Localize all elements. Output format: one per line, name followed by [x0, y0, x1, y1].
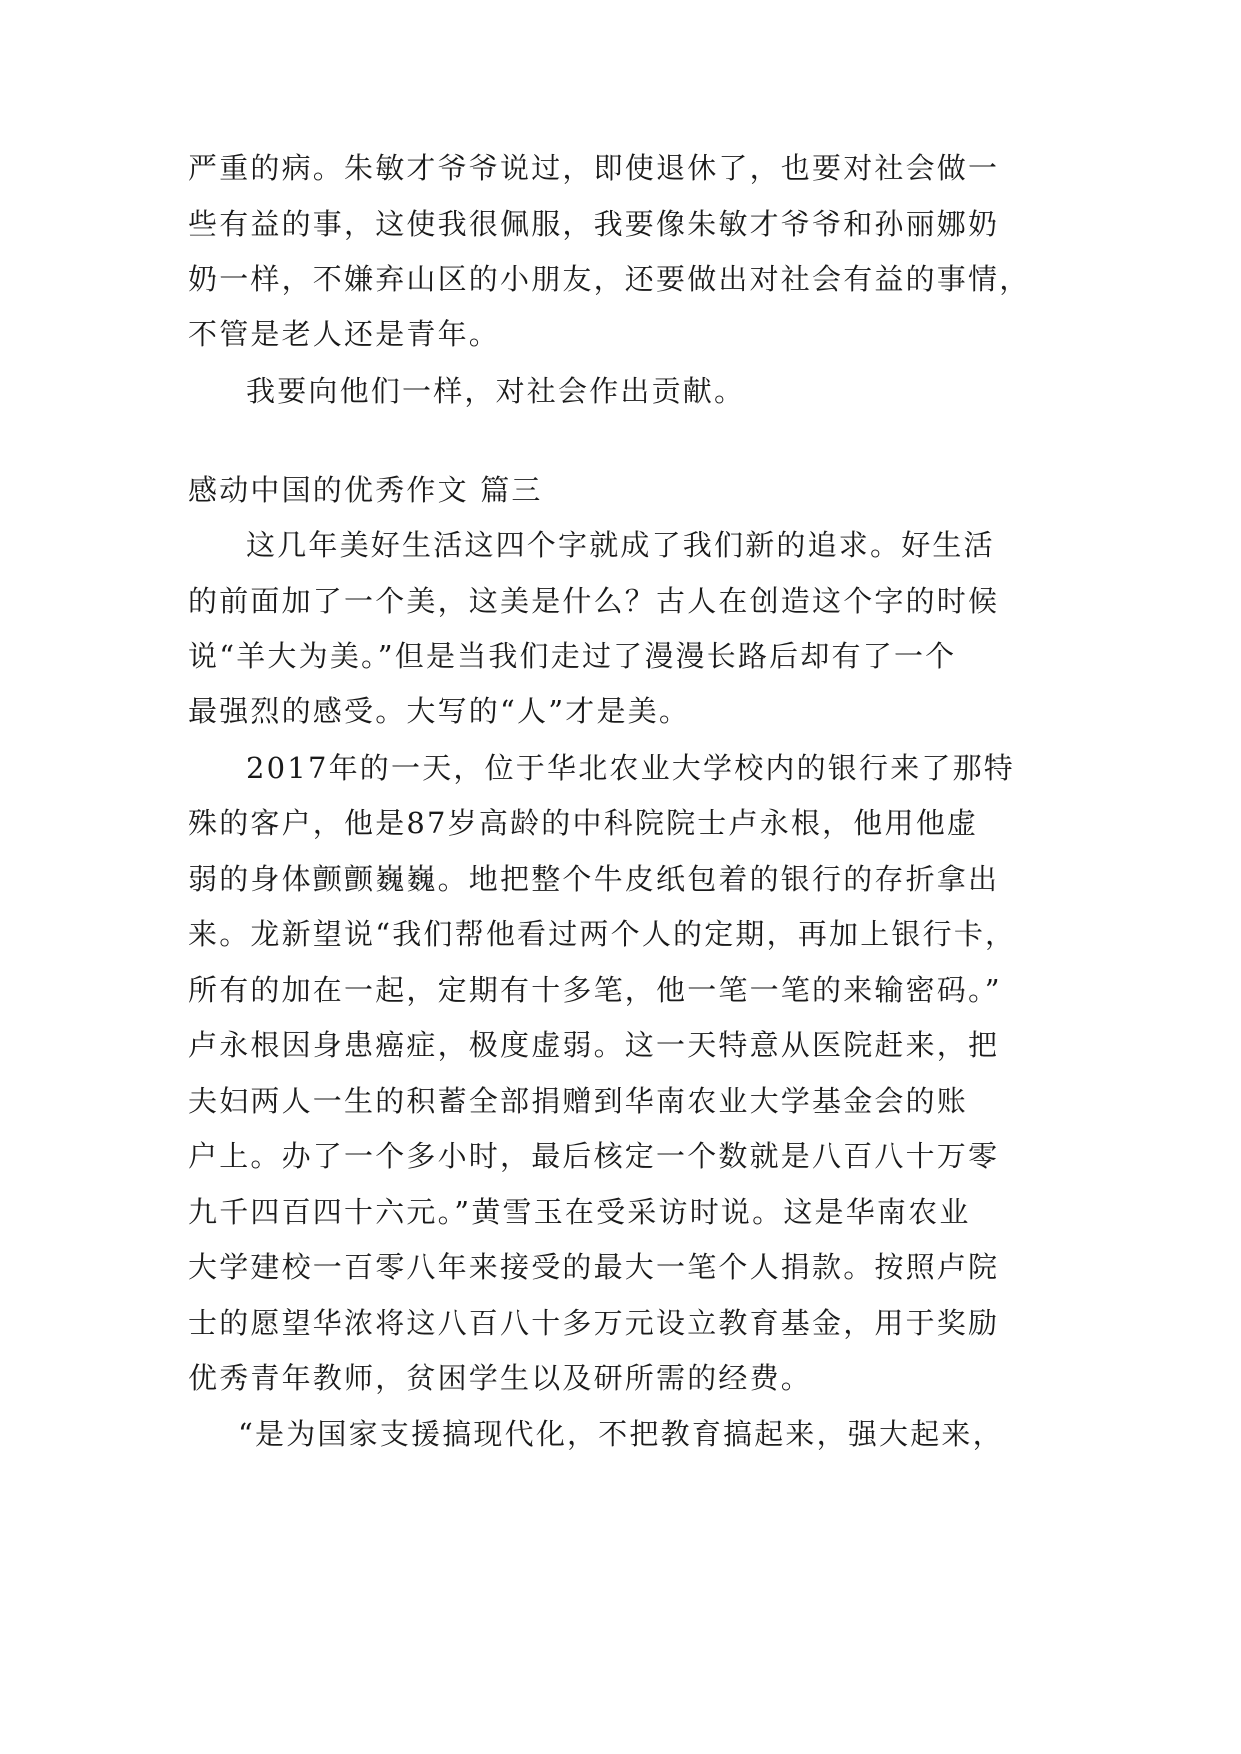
- paragraph-line: 卢永根因身患癌症，极度虚弱。这一天特意从医院赶来，把: [188, 1028, 1000, 1062]
- paragraph-line: 来。龙新望说“我们帮他看过两个人的定期，再加上银行卡，: [188, 917, 1017, 951]
- paragraph-line: 夫妇两人一生的积蓄全部捐赠到华南农业大学基金会的账: [188, 1084, 969, 1118]
- paragraph-line: 说“羊大为美。”但是当我们走过了漫漫长路后却有了一个: [188, 639, 957, 673]
- paragraph-line: 这几年美好生活这四个字就成了我们新的追求。好生活: [246, 528, 995, 562]
- paragraph-line: 大学建校一百零八年来接受的最大一笔个人捐款。按照卢院: [188, 1250, 1000, 1284]
- paragraph-line: “是为国家支援搞现代化，不把教育搞起来，强大起来，: [238, 1417, 1004, 1451]
- paragraph-line: 九千四百四十六元。”黄雪玉在受采访时说。这是华南农业: [188, 1195, 971, 1229]
- paragraph-line: 严重的病。朱敏才爷爷说过，即使退休了，也要对社会做一: [188, 151, 1000, 185]
- paragraph-line: 弱的身体颤颤巍巍。地把整个牛皮纸包着的银行的存折拿出: [188, 862, 1000, 896]
- paragraph-line: 最强烈的感受。大写的“人”才是美。: [188, 694, 691, 728]
- paragraph-line: 优秀青年教师，贫困学生以及研所需的经费。: [188, 1361, 813, 1395]
- paragraph-line: 我要向他们一样，对社会作出贡献。: [246, 374, 746, 408]
- paragraph-line: 士的愿望华浓将这八百八十多万元设立教育基金，用于奖励: [188, 1306, 1000, 1340]
- paragraph-line: 殊的客户，他是87岁高龄的中科院院士卢永根，他用他虚: [188, 806, 979, 840]
- paragraph-line: 2017年的一天，位于华北农业大学校内的银行来了那特: [246, 751, 1016, 785]
- paragraph-line: 户上。办了一个多小时，最后核定一个数就是八百八十万零: [188, 1139, 1000, 1173]
- section-heading: 感动中国的优秀作文 篇三: [188, 473, 543, 507]
- paragraph-line: 奶一样，不嫌弃山区的小朋友，还要做出对社会有益的事情，: [188, 262, 1031, 296]
- paragraph-line: 所有的加在一起，定期有十多笔，他一笔一笔的来输密码。”: [188, 973, 1002, 1007]
- paragraph-line: 些有益的事，这使我很佩服，我要像朱敏才爷爷和孙丽娜奶: [188, 207, 1000, 241]
- paragraph-line: 的前面加了一个美，这美是什么？古人在创造这个字的时候: [188, 584, 1000, 618]
- paragraph-line: 不管是老人还是青年。: [188, 317, 501, 351]
